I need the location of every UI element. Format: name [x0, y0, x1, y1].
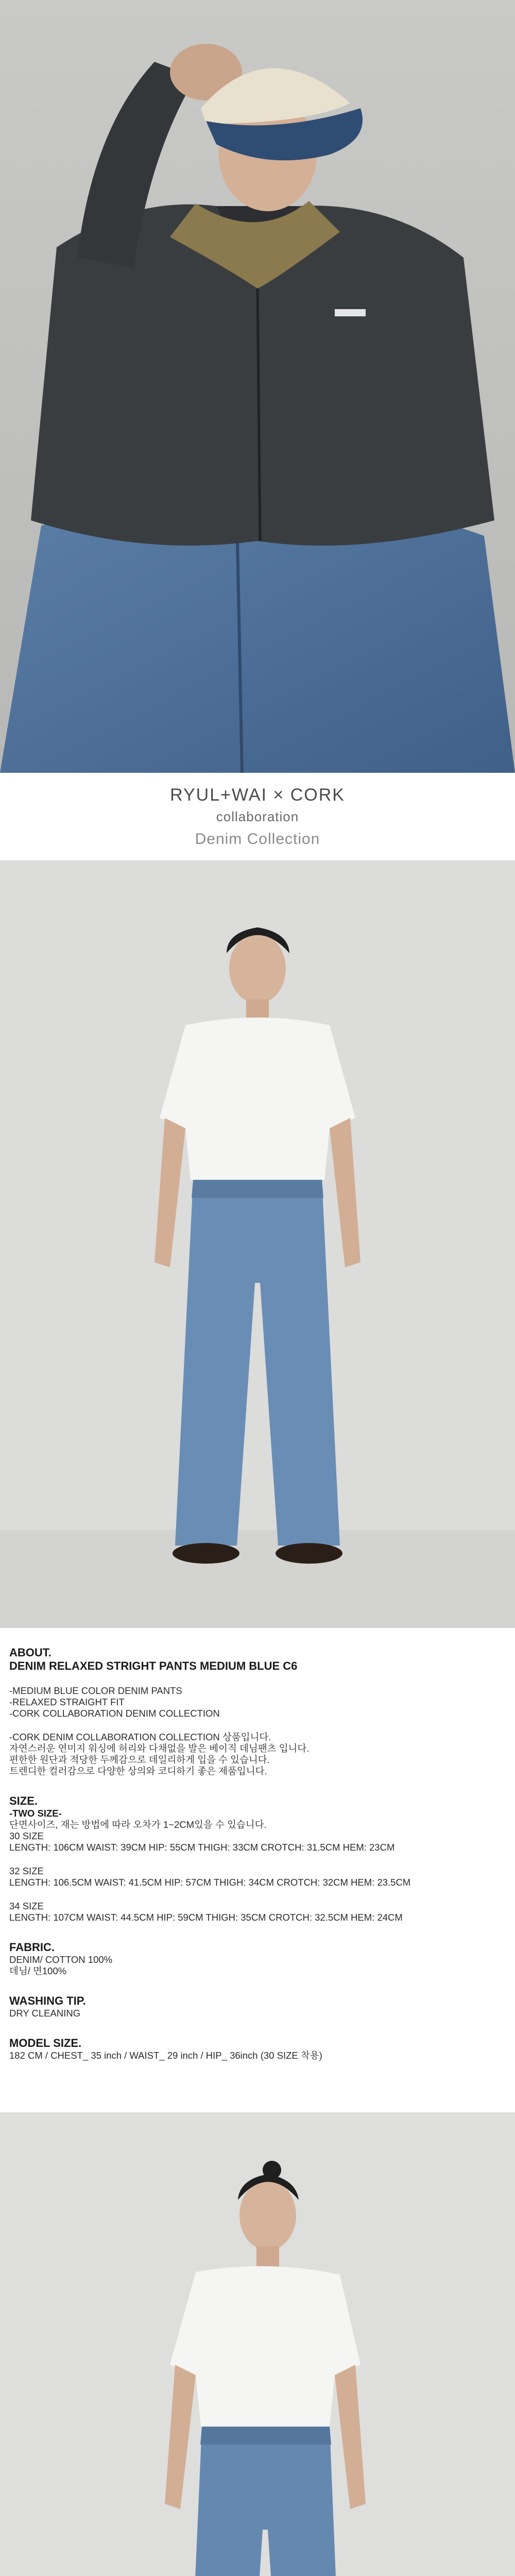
description-line: 자연스러운 연미지 워싱에 허리와 다채없을 발은 베이직 데님팬츠 입니다. [9, 1743, 310, 1754]
size-label: 32 SIZE [9, 1866, 44, 1876]
washing-heading: WASHING TIP. [9, 1994, 86, 2007]
fabric-line: DENIM/ COTTON 100% [9, 1954, 113, 1965]
size-heading: SIZE. [9, 1794, 38, 1807]
description-line: 트렌디한 컬러감으로 다양한 상의와 코디하기 좋은 제품입니다. [9, 1766, 267, 1776]
product-info [9, 1646, 506, 2061]
size-note: 단면사이즈, 재는 방법에 따라 오차가 1~2CM있을 수 있습니다. [9, 1819, 267, 1830]
feature-point: -RELAXED STRAIGHT FIT [9, 1697, 125, 1707]
two-size-label: -TWO SIZE- [9, 1808, 62, 1819]
product-name: DENIM RELAXED STRIGHT PANTS MEDIUM BLUE C6 [9, 1659, 298, 1672]
feature-point: -MEDIUM BLUE COLOR DENIM PANTS [9, 1685, 182, 1696]
look-photo-front [0, 860, 515, 1628]
model-size-line: 182 CM / CHEST_ 35 inch / WAIST_ 29 inch / HIP_ 36inch (30 SIZE 착용) [9, 2050, 322, 2061]
size-spec: LENGTH: 106CM WAIST: 39CM HIP: 55CM THIGH: 33CM CROTCH: 31.5CM HEM: 23CM [9, 1842, 395, 1853]
fabric-heading: FABRIC. [9, 1941, 55, 1954]
brand-subtitle: collaboration [216, 809, 299, 824]
brand-header [0, 773, 515, 855]
look-photo-side [0, 2112, 515, 2576]
hero-photo [0, 0, 515, 773]
brand-title: RYUL+WAI × CORK [170, 785, 345, 805]
size-label: 30 SIZE [9, 1831, 44, 1841]
description-line: -CORK DENIM COLLABORATION COLLECTION 상품입니다. [9, 1732, 271, 1742]
collection-name: Denim Collection [195, 831, 320, 848]
washing-line: DRY CLEANING [9, 2008, 81, 2019]
fabric-line: 데님/ 면100% [9, 1965, 67, 1976]
size-spec: LENGTH: 106.5CM WAIST: 41.5CM HIP: 57CM THIGH: 34CM CROTCH: 32CM HEM: 23.5CM [9, 1877, 411, 1888]
model-size-heading: MODEL SIZE. [9, 2037, 82, 2049]
description-line: 편한한 원단과 적당한 두께감으로 데일리하게 입을 수 있습니다. [9, 1754, 270, 1765]
size-spec: LENGTH: 107CM WAIST: 44.5CM HIP: 59CM THIGH: 35CM CROTCH: 32.5CM HEM: 24CM [9, 1912, 403, 1923]
size-label: 34 SIZE [9, 1901, 44, 1911]
feature-point: -CORK COLLABORATION DENIM COLLECTION [9, 1708, 220, 1719]
about-heading: ABOUT. [9, 1646, 52, 1659]
